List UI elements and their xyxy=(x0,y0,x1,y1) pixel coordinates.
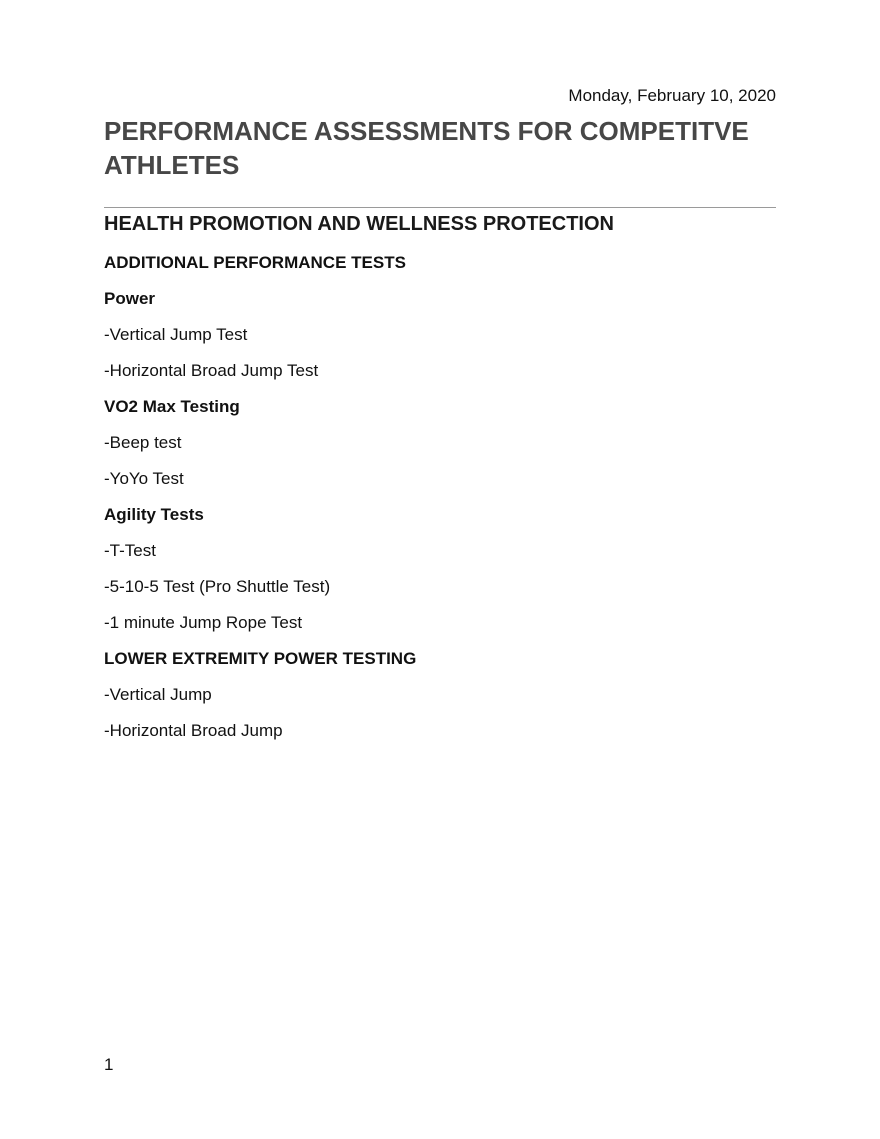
document-body xyxy=(104,251,776,755)
title-divider xyxy=(104,207,776,208)
list-item: -Vertical Jump Test xyxy=(104,325,248,344)
list-item: -Horizontal Broad Jump xyxy=(104,721,283,740)
list-item: -Horizontal Broad Jump Test xyxy=(104,361,319,380)
list-item: -1 minute Jump Rope Test xyxy=(104,613,303,632)
section-heading: LOWER EXTREMITY POWER TESTING xyxy=(104,649,417,668)
list-item: -Vertical Jump xyxy=(104,685,212,704)
page-number: 1 xyxy=(104,1055,114,1074)
subsection-heading: Agility Tests xyxy=(104,505,204,524)
subsection-heading: VO2 Max Testing xyxy=(104,397,240,416)
list-item: -Beep test xyxy=(104,433,182,452)
list-item: -T-Test xyxy=(104,541,156,560)
document-subtitle: HEALTH PROMOTION AND WELLNESS PROTECTION xyxy=(104,213,614,235)
list-item: -5-10-5 Test (Pro Shuttle Test) xyxy=(104,577,331,596)
subsection-heading: Power xyxy=(104,289,156,308)
section-heading: ADDITIONAL PERFORMANCE TESTS xyxy=(104,253,406,272)
document-title: PERFORMANCE ASSESSMENTS FOR COMPETITVE ATHLETES xyxy=(104,116,749,180)
list-item: -YoYo Test xyxy=(104,469,184,488)
document-date: Monday, February 10, 2020 xyxy=(568,86,776,105)
